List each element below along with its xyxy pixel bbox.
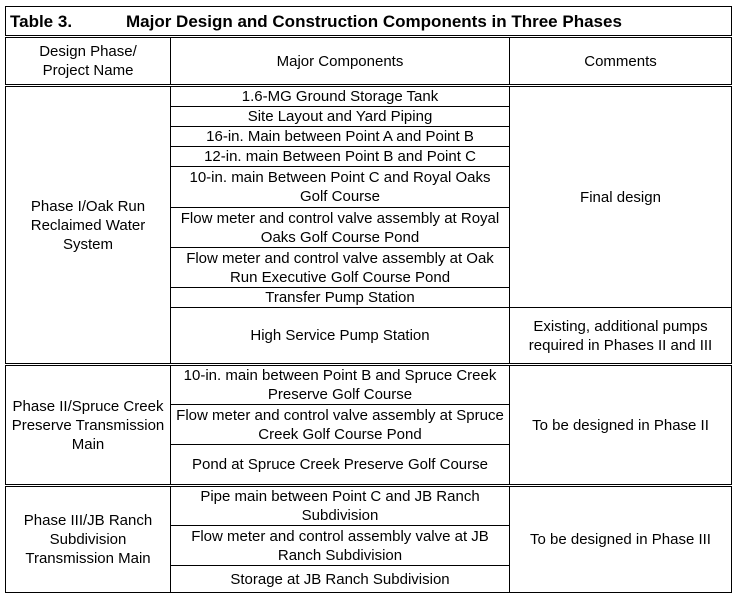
table-title [6, 7, 732, 37]
component-cell: Flow meter and control valve assembly at Oak Run Executive Golf Course Pond [171, 248, 510, 288]
component-cell: Transfer Pump Station [171, 288, 510, 308]
phase-3-name: Phase III/JB Ranch Subdivision Transmission Main [6, 486, 171, 593]
phase-1-comment-existing: Existing, additional pumps required in Phases II and III [510, 308, 732, 365]
phase-1-name: Phase I/Oak Run Reclaimed Water System [6, 86, 171, 365]
component-cell: Site Layout and Yard Piping [171, 107, 510, 127]
phase-2-comment: To be designed in Phase II [510, 365, 732, 486]
component-cell: 1.6-MG Ground Storage Tank [171, 86, 510, 107]
phase-3-comment: To be designed in Phase III [510, 486, 732, 593]
components-table [5, 6, 732, 593]
header-components: Major Components [171, 37, 510, 86]
table-number: Table 3. [10, 11, 73, 31]
component-cell: Pipe main between Point C and JB Ranch Subdivision [171, 486, 510, 526]
component-cell: Storage at JB Ranch Subdivision [171, 566, 510, 593]
component-cell: Flow meter and control valve assembly at Spruce Creek Golf Course Pond [171, 405, 510, 445]
table-row [6, 486, 732, 526]
component-cell: Flow meter and control assembly valve at JB Ranch Subdivision [171, 526, 510, 566]
table-title-text: Major Design and Construction Components in Three Phases [126, 11, 622, 31]
header-phase: Design Phase/ Project Name [6, 37, 171, 86]
header-row [6, 37, 732, 86]
component-cell: 10-in. main between Point B and Spruce Creek Preserve Golf Course [171, 365, 510, 405]
phase-2-name: Phase II/Spruce Creek Preserve Transmission Main [6, 365, 171, 486]
component-cell: Flow meter and control valve assembly at Royal Oaks Golf Course Pond [171, 208, 510, 248]
component-cell: 12-in. main Between Point B and Point C [171, 147, 510, 167]
component-cell: 16-in. Main between Point A and Point B [171, 127, 510, 147]
table-row [6, 86, 732, 107]
phase-1-comment: Final design [510, 86, 732, 308]
table-row [6, 365, 732, 405]
component-cell: High Service Pump Station [171, 308, 510, 365]
component-cell: 10-in. main Between Point C and Royal Oaks Golf Course [171, 167, 510, 208]
header-comments: Comments [510, 37, 732, 86]
component-cell: Pond at Spruce Creek Preserve Golf Course [171, 445, 510, 486]
